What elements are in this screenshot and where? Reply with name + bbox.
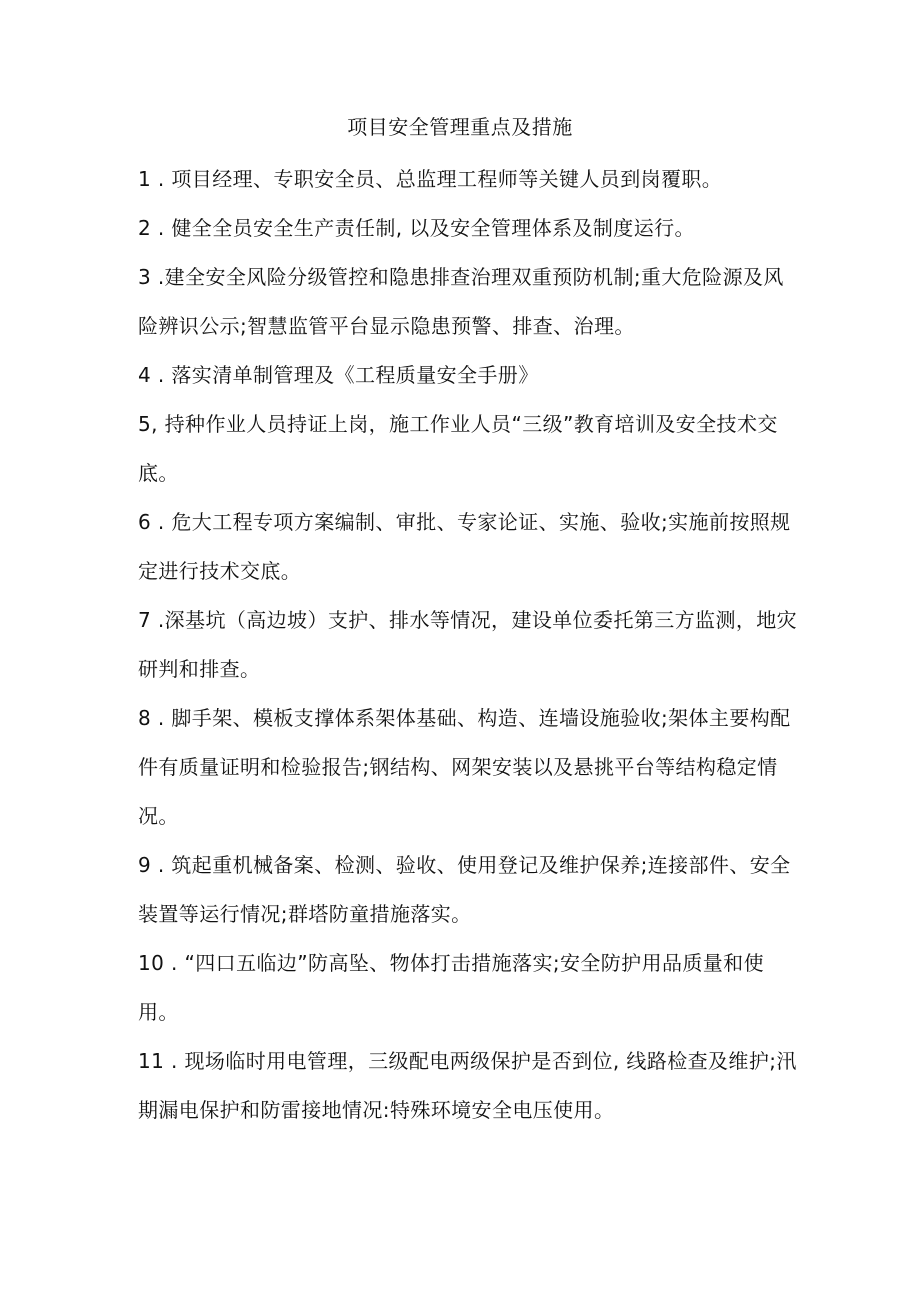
measure-item-10: 10 . “四口五临边”防高坠、物体打击措施落实;安全防护用品质量和使用。 [138, 951, 764, 1024]
measure-item-4: 4 . 落实清单制管理及《工程质量安全手册》 [138, 363, 539, 387]
measures-list [138, 155, 803, 1135]
measure-item-2: 2 . 健全全员安全生产责任制, 以及安全管理体系及制度运行。 [138, 216, 695, 240]
measure-item-11: 11 . 现场临时用电管理，三级配电两级保护是否到位, 线路检查及维护;汛期漏电保护和防雷接地情况:特殊环境安全电压使用。 [138, 1049, 797, 1122]
measure-item-8: 8 . 脚手架、模板支撑体系架体基础、构造、连墙设施验收;架体主要构配件有质量证明和检验报告;钢结构、网架安装以及悬挑平台等结构稳定情况。 [138, 706, 791, 828]
measure-item-7: 7 .深基坑（高边坡）支护、排水等情况，建设单位委托第三方监测，地灾研判和排查。 [138, 608, 798, 681]
measure-item-6: 6 . 危大工程专项方案编制、审批、专家论证、实施、验收;实施前按照规定进行技术交底。 [138, 510, 791, 583]
measure-item-9: 9 . 筑起重机械备案、检测、验收、使用登记及维护保养;连接部件、安全装置等运行情况;群塔防童措施落实。 [138, 853, 791, 926]
measure-item-5: 5, 持种作业人员持证上岗，施工作业人员“三级”教育培训及安全技术交底。 [138, 412, 778, 485]
measure-item-1: 1 . 项目经理、专职安全员、总监理工程师等关键人员到岗覆职。 [138, 167, 723, 191]
document-title: 项目安全管理重点及措施 [347, 115, 573, 139]
measure-item-3: 3 .建全安全风险分级管控和隐患排查治理双重预防机制;重大危险源及风险辨识公示;智慧监管平台显示隐患预警、排查、治理。 [138, 265, 784, 338]
